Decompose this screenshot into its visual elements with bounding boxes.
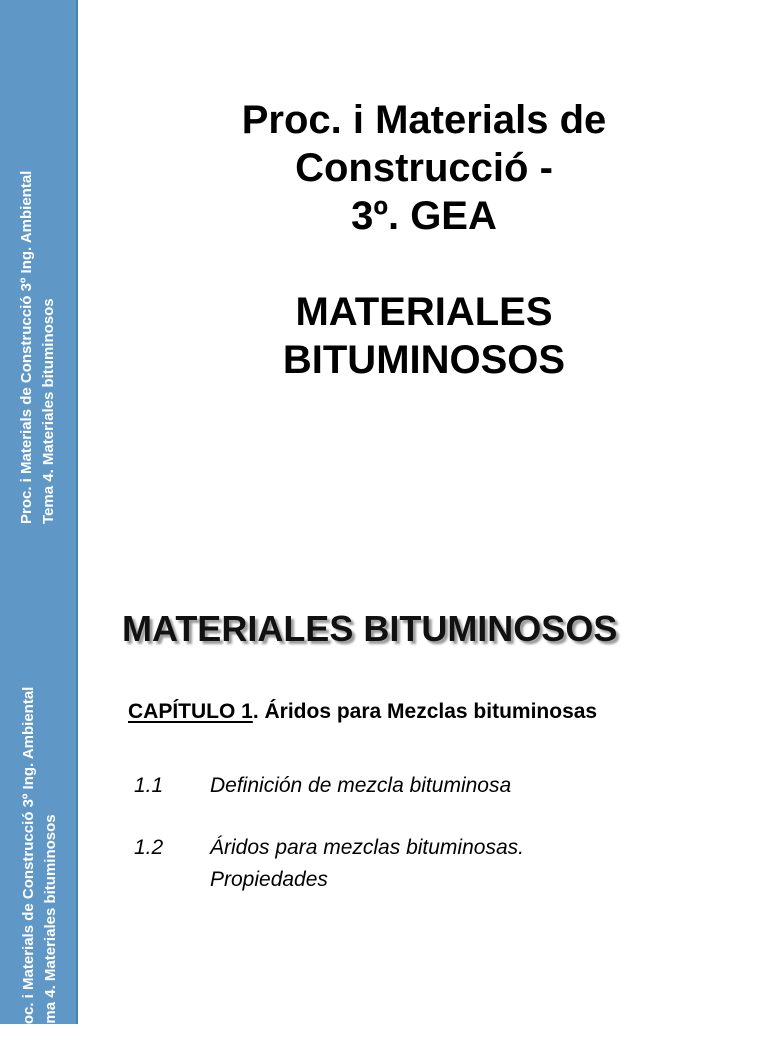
title-line: Proc. i Materials de: [241, 98, 607, 142]
chapter-name: . Áridos para Mezclas bituminosas: [252, 700, 598, 723]
subtitle-line: MATERIALES: [295, 290, 553, 334]
slide-heading: MATERIALES BITUMINOSOS: [122, 608, 618, 649]
item-text: Definición de mezcla bituminosa: [210, 774, 512, 797]
title-spacer: [80, 240, 768, 288]
title-line: 3º. GEA: [351, 194, 497, 238]
sidebar-caption: [18, 687, 62, 1040]
sidebar-caption: [16, 171, 60, 524]
sidebar-course-line: Proc. i Materials de Construcció 3º Ing. Ambiental: [18, 170, 35, 524]
item-text: Áridos para mezclas bituminosas.: [210, 836, 524, 859]
sidebar-topic-line: Tema 4. Materiales bituminosos: [40, 298, 57, 524]
item-text-continued: Propiedades: [210, 868, 328, 891]
sidebar-topic-line: Tema 4. Materiales bituminosos: [42, 814, 59, 1040]
item-number: 1.1: [134, 774, 164, 797]
subtitle-line: BITUMINOSOS: [282, 338, 566, 382]
slide-2: [0, 560, 768, 1024]
sidebar: [0, 0, 78, 560]
chapter-label: CAPÍTULO 1: [128, 700, 253, 723]
sidebar-course-line: Proc. i Materials de Construcció 3º Ing. Ambiental: [20, 686, 37, 1040]
title-line: Construcció -: [295, 146, 553, 190]
chapter-title: [128, 700, 597, 724]
item-number: 1.2: [134, 836, 164, 859]
cover-title: [80, 96, 768, 384]
